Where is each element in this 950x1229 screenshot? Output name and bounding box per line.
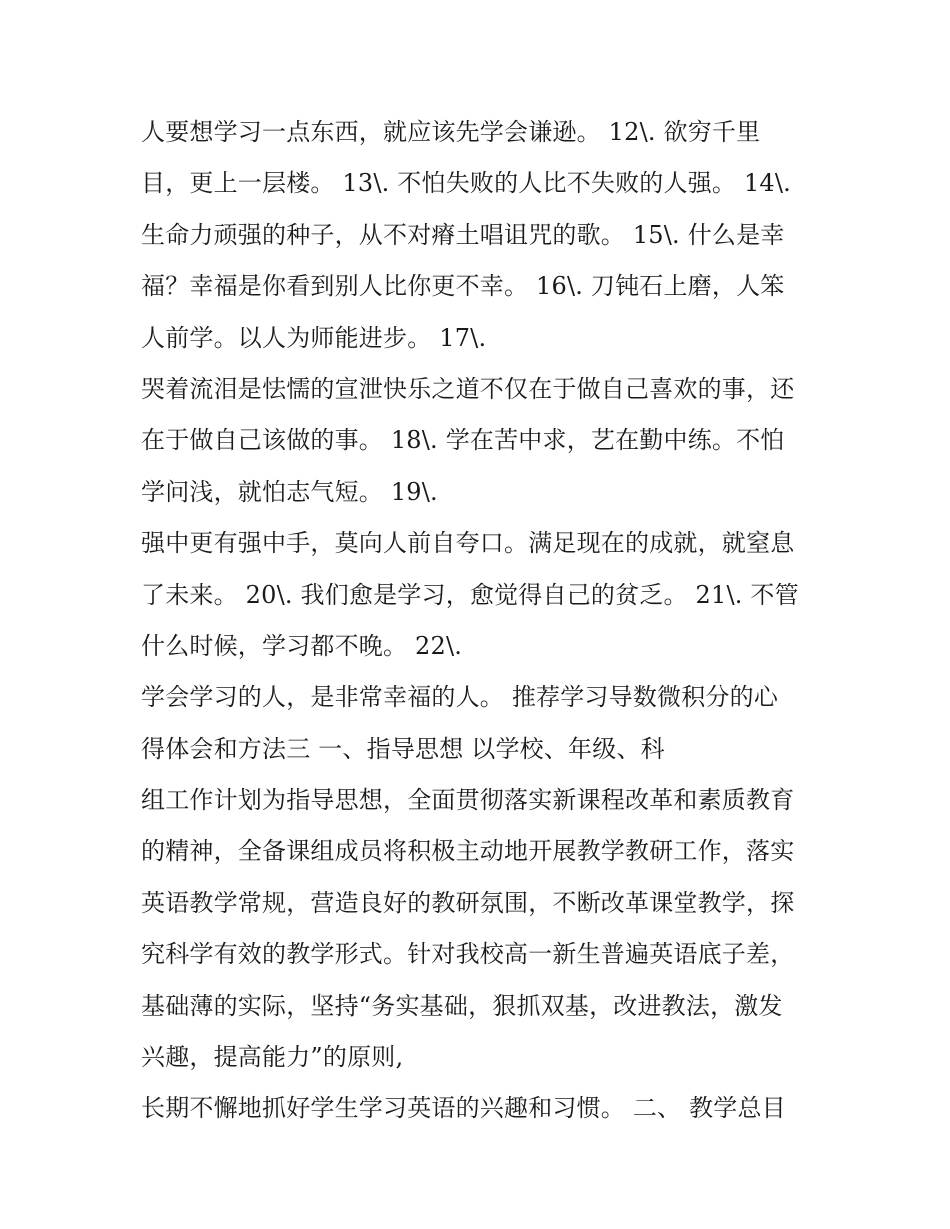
text-line: 了未来。 20\. 我们愈是学习，愈觉得自己的贫乏。 21\. 不管: [141, 580, 799, 609]
text-line: 组工作计划为指导思想，全面贯彻落实新课程改革和素质教育: [141, 786, 795, 815]
text-line: 什么时候，学习都不晚。 22\.: [141, 631, 463, 660]
text-line: 人要想学习一点东西，就应该先学会谦逊。 12\. 欲穷千里: [141, 118, 761, 146]
text-line: 得体会和方法三 一、指导思想 以学校、年级、科: [141, 734, 665, 763]
text-line: 究科学有效的教学形式。针对我校高一新生普遍英语底子差，: [141, 940, 795, 969]
text-line: 基础薄的实际，坚持“务实基础，狠抓双基，改进教法，激发: [141, 991, 783, 1020]
text-line: 强中更有强中手，莫向人前自夸口。满足现在的成就，就窒息: [141, 529, 795, 558]
text-line: 在于做自己该做的事。 18\. 学在苦中求，艺在勤中练。不怕: [141, 426, 785, 455]
text-line: 英语教学常规，营造良好的教研氛围，不断改革课堂教学，探: [141, 888, 795, 917]
text-line: 长期不懈地抓好学生学习英语的兴趣和习惯。 二、 教学总目: [141, 1094, 786, 1123]
body-text: [141, 107, 831, 1135]
text-line: 兴趣，提高能力”的原则,: [141, 1043, 404, 1072]
text-line: 生命力顽强的种子，从不对瘠土唱诅咒的歌。 15\. 什么是幸: [141, 220, 785, 249]
text-line: 人前学。以人为师能进步。 17\.: [141, 323, 487, 352]
text-line: 学问浅，就怕志气短。 19\.: [141, 477, 438, 506]
text-line: 福？幸福是你看到别人比你更不幸。 16\. 刀钝石上磨，人笨: [141, 272, 785, 301]
text-line: 的精神，全备课组成员将积极主动地开展教学教研工作，落实: [141, 837, 795, 866]
text-line: 哭着流泪是怯懦的宣泄快乐之道不仅在于做自己喜欢的事，还: [141, 374, 795, 403]
text-line: 学会学习的人，是非常幸福的人。 推荐学习导数微积分的心: [141, 683, 779, 712]
text-line: 目，更上一层楼。 13\. 不怕失败的人比不失败的人强。 14\.: [141, 169, 791, 198]
